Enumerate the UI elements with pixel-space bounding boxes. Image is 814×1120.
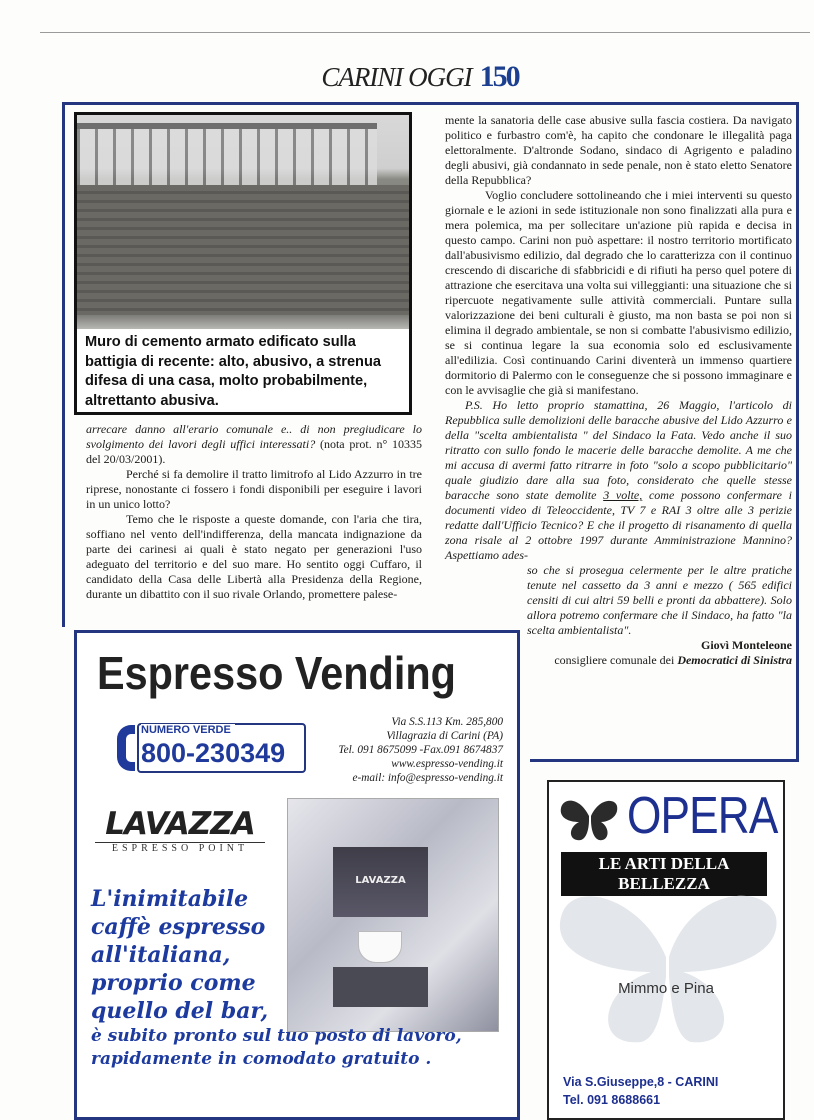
photo-caption: Muro di cemento armato edificato sulla battigia di recente: alto, abusivo, a strenua difesa di una casa, molto probabilmente, altrettanto abusiva. bbox=[85, 334, 382, 409]
masthead-title: CARINI OGGI bbox=[321, 62, 472, 92]
opera-address: Via S.Giuseppe,8 - CARINI bbox=[563, 1075, 719, 1089]
slogan-line: all'italiana, bbox=[91, 942, 231, 968]
article-frame-left bbox=[62, 102, 65, 627]
author-role: consigliere comunale dei bbox=[554, 653, 675, 667]
butterfly-icon bbox=[559, 794, 619, 844]
slogan-line: proprio come bbox=[91, 970, 256, 996]
paragraph: Perché si fa demolire il tratto limitrofo al Lido Azzurro in tre riprese, nonostante ci fossero i fondi disponibili per eseguire i lavori in un unico lotto? bbox=[86, 467, 422, 511]
ad-brand: Espresso Vending bbox=[97, 647, 456, 699]
opera-ad bbox=[547, 780, 785, 1120]
railing bbox=[77, 123, 377, 187]
postscript bbox=[445, 398, 792, 563]
photo-box bbox=[74, 112, 412, 415]
paragraph: mente la sanatoria delle case abusive sulla fascia costiera. Da navigato politico e furbastro com'è, ha capito che condonare le illegalità paga elettoralmente. D'altronde Sodano, sindaco di Agrigento e paladino degli abusivi, già condannato in sede penale, non è stato eletto Senatore della Repubblica? bbox=[445, 113, 792, 187]
phone-icon bbox=[117, 725, 135, 771]
paragraph: arrecare danno all'erario comunale e.. di non pregiudicare lo svolgimento dei lavori degli uffici interessati? bbox=[86, 422, 422, 451]
article-postscript-end bbox=[527, 563, 792, 668]
lavazza-subtitle: ESPRESSO POINT bbox=[95, 842, 265, 854]
postscript-text: come possono confermare i documenti video di Teleoccidente, TV 7 e RAI 3 oltre alle 3 perizie redatte dall'Ufficio Tecnico? E che il progetto di risanamento di quella zona risale al 2 ottobre 1997 durante Amministrazione Mannino? Aspettiamo ades- bbox=[445, 488, 792, 562]
top-rule bbox=[40, 32, 810, 33]
slogan-line: è subito pronto sul tuo posto di lavoro, bbox=[91, 1026, 462, 1046]
ad-address bbox=[338, 715, 503, 785]
paragraph: Temo che le risposte a queste domande, con l'aria che tira, soffiano nel vento dell'indifferenza, della mancata indignazione da parte dei carinesi ai quali è stato negato per generazioni l'uso adeguato del territorio e del suo mare. Ho sentito oggi Cuffaro, il candidato della Casa delle Libertà alla Presidenza della Regione, durante un dibattito con il suo rivale Orlando, promettere palese- bbox=[86, 512, 422, 601]
address-line: Via S.S.113 Km. 285,800 bbox=[391, 716, 503, 728]
author-party: Democratici di Sinistra bbox=[677, 653, 792, 667]
opera-phone: Tel. 091 8688661 bbox=[563, 1093, 661, 1107]
article-frame-top bbox=[62, 102, 799, 105]
opera-contact bbox=[563, 1073, 718, 1109]
issue-number: 150 bbox=[479, 60, 519, 93]
paragraph: Voglio concludere sottolineando che i miei interventi su questo giornale e le azioni in sede istituzionale non sono finalizzati alla pura e mera polemica, ma per sollecitare un'azione più rapida e decisa in questo campo. Carini non può aspettare: il nostro territorio mortificato dall'abusivismo edilizio, dal degrado che lo caratterizza con il continuo crescendo di discariche di sfabbricidi e di rifiuti ha perso quel potere di attrazione che esercitava una volta sui villeggianti: una situazione che si ripercuote negativamente sulle attività commerciali. Puntare sulla valorizzazione dei beni culturali è giusto, ma non basta se poi non si elimina il degrado ambientale, se non si combatte l'abusivismo edilizio, se si continua legare la sua economia solo ed esclusivamente all'edilizia. Così continuando Carini diventerà un immenso quartiere dormitorio di Palermo con le conseguenze che si possono immaginare e con le avvisaglie che già si manifestano. bbox=[445, 188, 792, 397]
owners-name: Mimmo e Pina bbox=[618, 980, 714, 997]
paragraph: (nota prot. n° 10335 del 20/03/2001). bbox=[86, 437, 422, 466]
author-line bbox=[527, 653, 792, 668]
address-line: Tel. 091 8675099 -Fax.091 8674837 bbox=[338, 744, 503, 756]
wall-photo bbox=[77, 115, 409, 329]
email: e-mail: info@espresso-vending.it bbox=[352, 772, 503, 784]
website: www.espresso-vending.it bbox=[391, 758, 503, 770]
slogan-line: L'inimitabile bbox=[91, 886, 249, 912]
toll-free-number: 800-230349 bbox=[141, 738, 286, 768]
slogan-line: caffè espresso bbox=[91, 914, 266, 940]
concrete-wall bbox=[77, 185, 409, 315]
postscript-text: P.S. Ho letto proprio stamattina, 26 Maggio, l'articolo di Repubblica sulle demolizioni delle baracche abusive del Lido Azzurro e della "scelta ambientalista " del Sindaco la Fata. Vedo anche il suo ritratto con sullo fondo le macerie delle baracche demolite. A me che mi accusa di avermi fatto ritrarre in foto "solo a scopo pubblicitario" quale giudizio dare alla sua foto, considerato che quelle stesse baracche sono state demolite bbox=[445, 398, 792, 502]
slogan-line: rapidamente in comodato gratuito . bbox=[91, 1049, 432, 1069]
underlined-text: 3 volte, bbox=[603, 488, 643, 502]
toll-free-label: NUMERO VERDE bbox=[141, 724, 235, 737]
article-frame-right bbox=[796, 102, 799, 762]
lavazza-logo bbox=[95, 806, 265, 854]
butterfly-watermark-icon bbox=[551, 877, 781, 1047]
author-name: Giovì Monteleone bbox=[701, 638, 792, 652]
opera-tagline: LE ARTI DELLA BELLEZZA bbox=[561, 852, 767, 896]
espresso-vending-ad bbox=[74, 630, 520, 1120]
opera-logo: OPERA bbox=[627, 787, 778, 845]
ad-slogan bbox=[91, 885, 462, 1071]
postscript-text: so che si prosegua celermente per le altre pratiche tenute nel cassetto da 3 anni e mezzo ( 565 edifici censiti di cui altri 59 belli e pronti da abbattere). Solo allora potremo confermare che il Sindaco, ha fatto "la scelta ambientalista". bbox=[527, 563, 792, 637]
article-frame-bottom bbox=[530, 759, 799, 762]
article-right-column bbox=[445, 113, 792, 668]
address-line: Villagrazia di Carini (PA) bbox=[386, 730, 503, 742]
article-left-column bbox=[86, 422, 422, 602]
slogan-line: quello del bar, bbox=[91, 998, 269, 1024]
machine-label: LAVAZZA bbox=[355, 875, 406, 886]
lavazza-wordmark: LAVAZZA bbox=[105, 806, 255, 842]
masthead bbox=[300, 60, 540, 98]
